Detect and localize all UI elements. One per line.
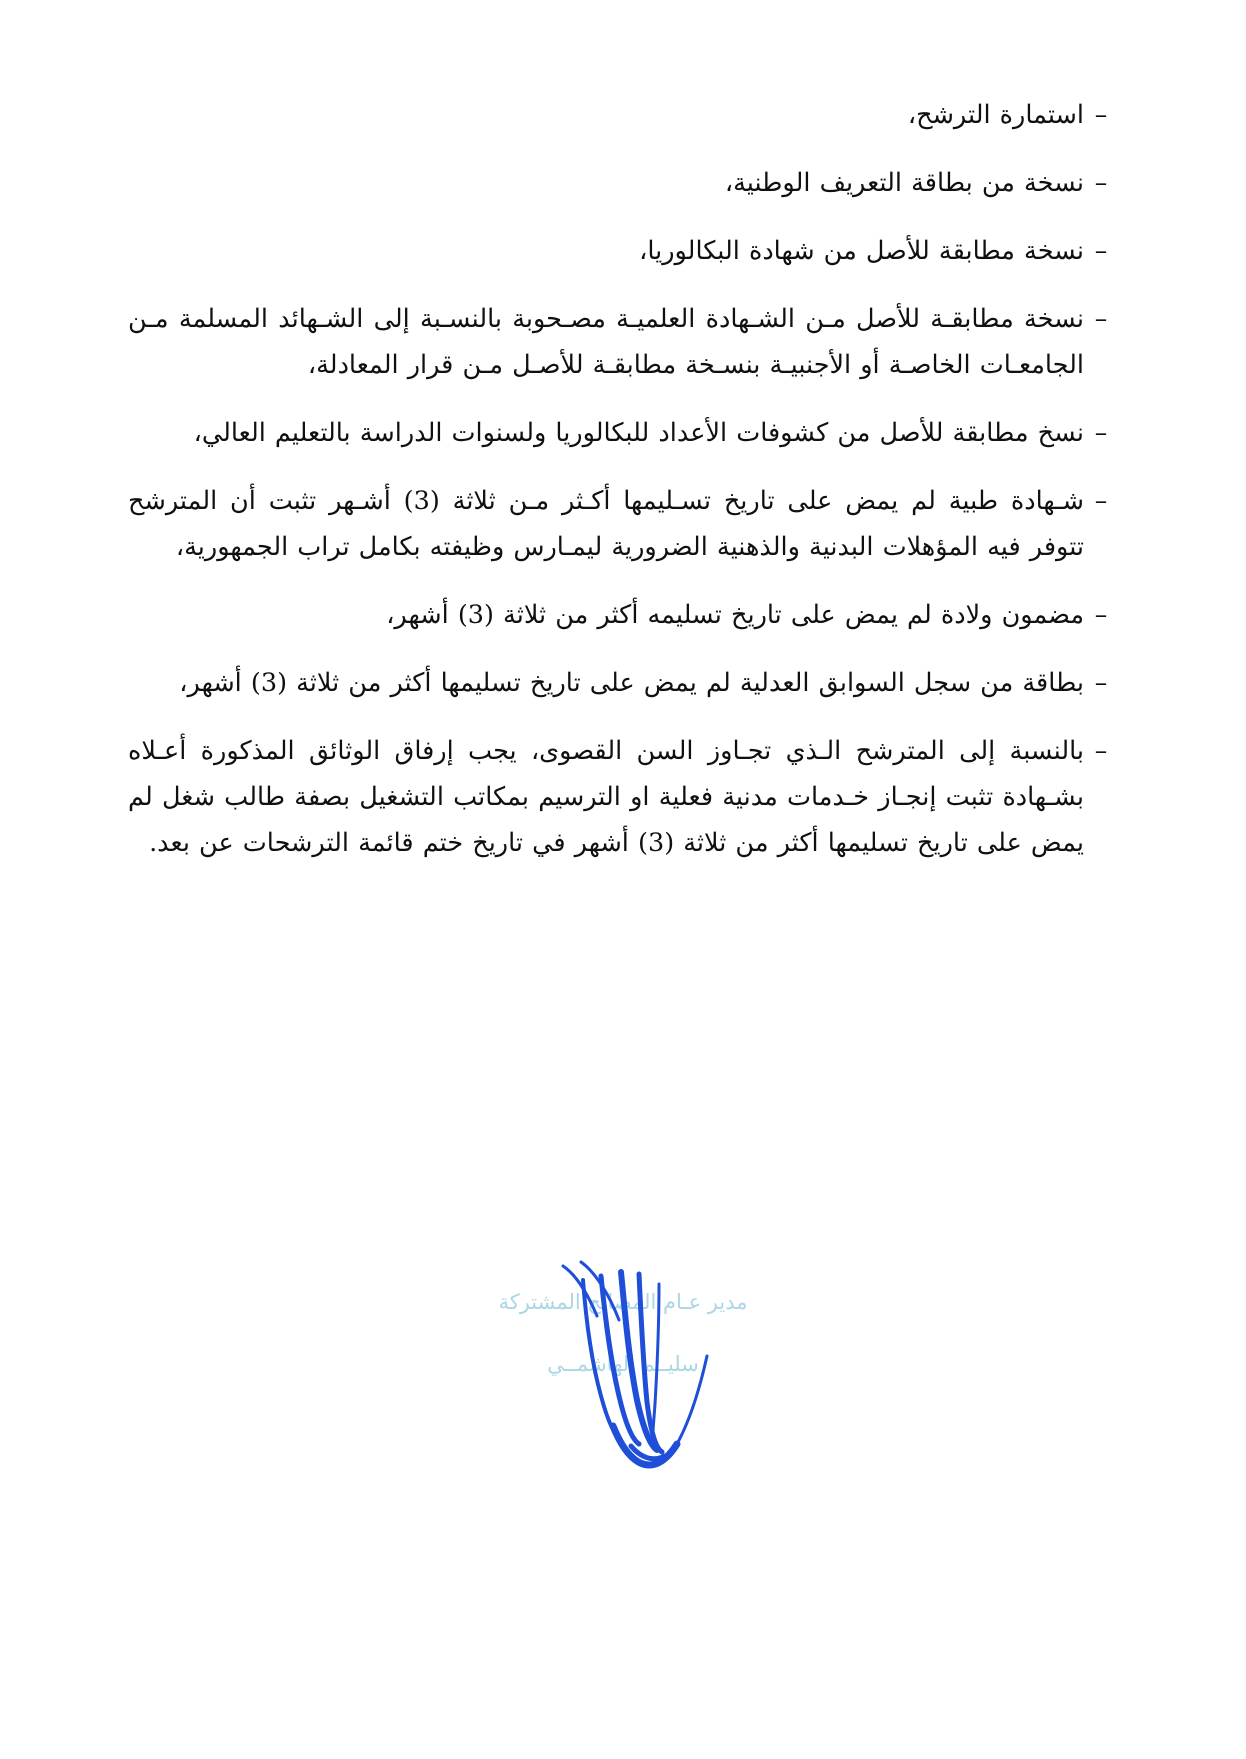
list-item-text: شـهادة طبية لم يمض على تاريخ تسـليمها أكـثر مـن ثلاثة (3) أشـهر تثبت أن المترشح تتوفر فيه المؤهلات البدنية والذهنية الضرورية ليمـارس وظيفته بكامل تراب الجمهورية،: [128, 486, 1084, 562]
handwritten-signature-icon: [0, 1250, 1246, 1510]
bullet-dash: –: [1094, 668, 1108, 697]
list-item: [128, 228, 1118, 274]
bullet-dash: –: [1094, 304, 1108, 333]
list-item-text: استمارة الترشح،: [907, 100, 1084, 130]
list-item-text: نسخ مطابقة للأصل من كشوفات الأعداد للبكالوريا ولسنوات الدراسة بالتعليم العالي،: [193, 418, 1084, 448]
bullet-dash: –: [1094, 418, 1108, 447]
requirements-list: [128, 92, 1118, 866]
list-item: [128, 160, 1118, 206]
signature-title: مدير عـام المصالح المشتركة: [498, 1290, 748, 1314]
bullet-dash: –: [1094, 486, 1108, 515]
signature-block: [0, 1290, 1246, 1510]
list-item: [128, 592, 1118, 638]
list-item: [128, 728, 1118, 866]
bullet-dash: –: [1094, 600, 1108, 629]
list-item: [128, 92, 1118, 138]
list-item-text: نسخة مطابقـة للأصل مـن الشـهادة العلميـة مصـحوبة بالنسـبة إلى الشـهائد المسلمة مـن الجامعـات الخاصـة أو الأجنبيـة بنسـخة مطابقـة للأصـل مـن قرار المعادلة،: [128, 304, 1084, 380]
list-item-text: نسخة من بطاقة التعريف الوطنية،: [724, 168, 1084, 198]
list-item: [128, 660, 1118, 706]
bullet-dash: –: [1094, 168, 1108, 197]
list-item-text: بالنسبة إلى المترشح الـذي تجـاوز السن القصوى، يجب إرفاق الوثائق المذكورة أعـلاه بشـهادة تثبت إنجـاز خـدمات مدنية فعلية او الترسيم بمكاتب التشغيل بصفة طالب شغل لم يمض على تاريخ تسليمها أكثر من ثلاثة (3) أشهر في تاريخ ختم قائمة الترشحات عن بعد.: [128, 736, 1084, 858]
bullet-dash: –: [1094, 100, 1108, 129]
signature-name: سليــم الهاشمــي: [547, 1352, 699, 1376]
list-item-text: بطاقة من سجل السوابق العدلية لم يمض على تاريخ تسليمها أكثر من ثلاثة (3) أشهر،: [179, 668, 1084, 698]
document-body: [128, 92, 1118, 888]
list-item: [128, 410, 1118, 456]
bullet-dash: –: [1094, 236, 1108, 265]
list-item: [128, 296, 1118, 388]
list-item-text: نسخة مطابقة للأصل من شهادة البكالوريا،: [639, 236, 1084, 266]
list-item-text: مضمون ولادة لم يمض على تاريخ تسليمه أكثر من ثلاثة (3) أشهر،: [386, 600, 1084, 630]
list-item: [128, 478, 1118, 570]
bullet-dash: –: [1094, 736, 1108, 765]
